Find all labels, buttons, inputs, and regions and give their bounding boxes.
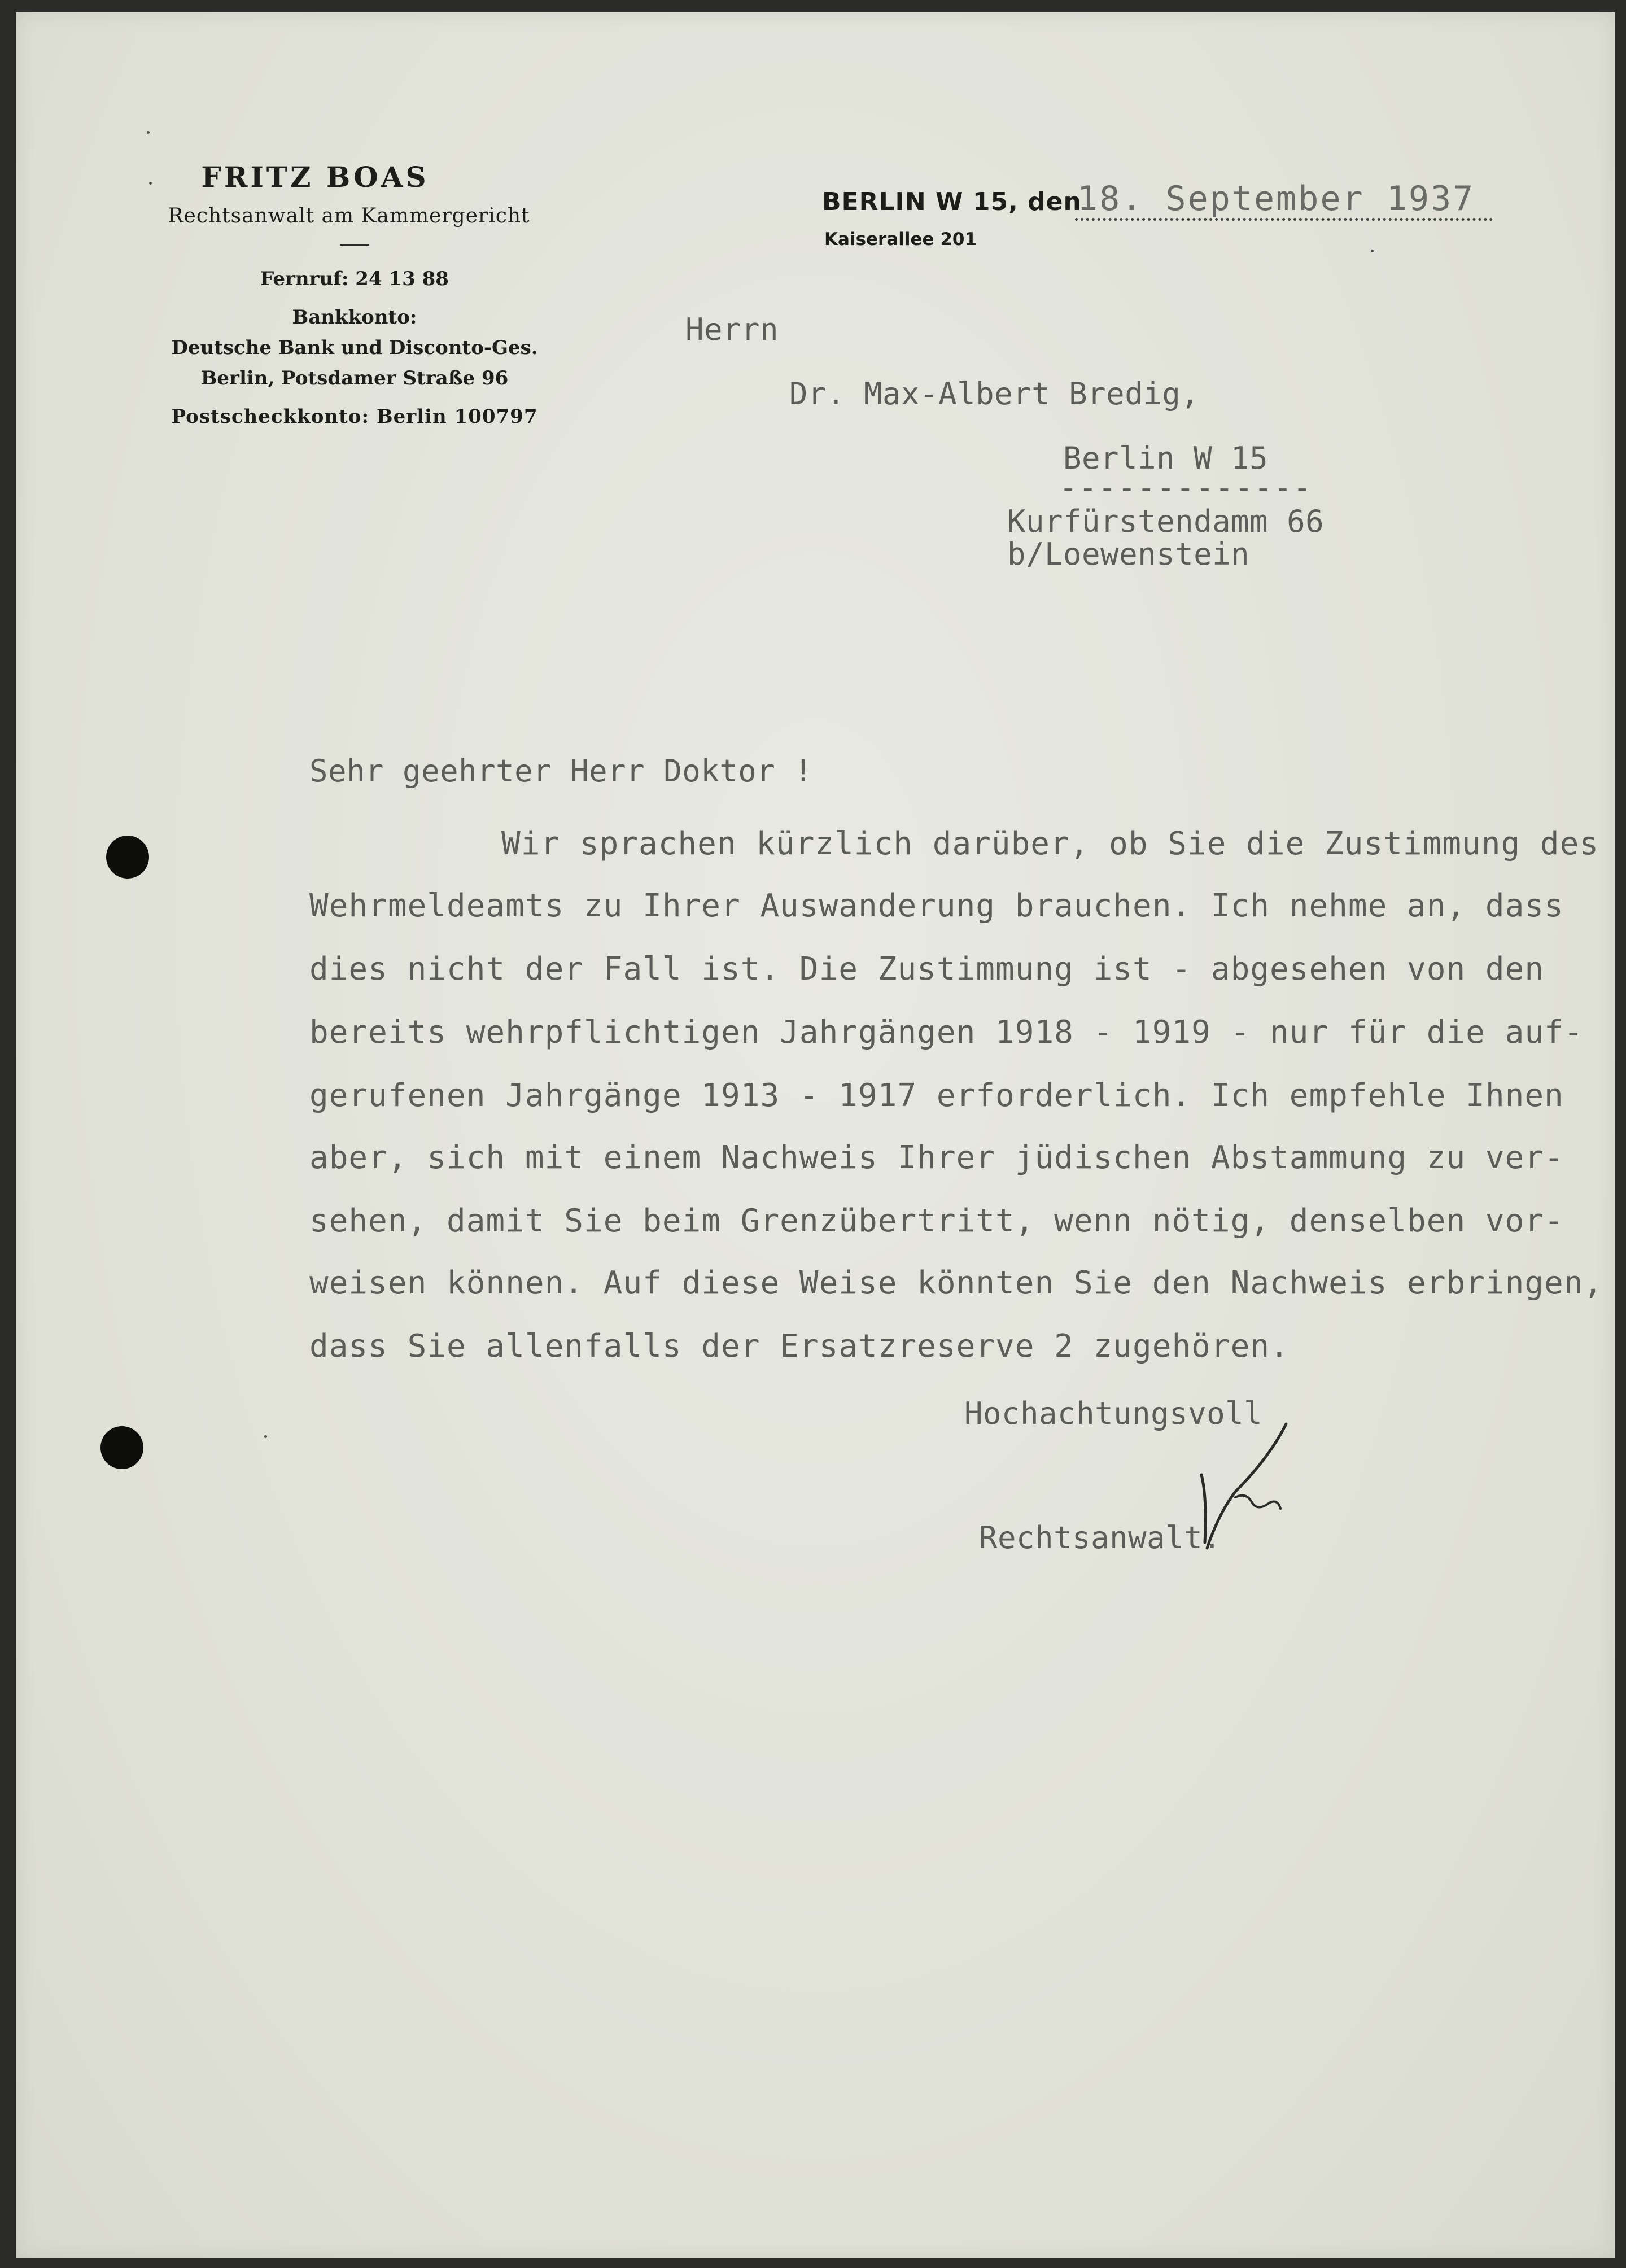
- letterhead-title: Rechtsanwalt am Kammergericht: [168, 204, 530, 228]
- paper-speck: [147, 131, 150, 134]
- body-line: dass Sie allenfalls der Ersatzreserve 2 zugehören.: [309, 1328, 1290, 1365]
- paper-speck: [1371, 250, 1374, 252]
- letterhead-bank-label: Bankkonto:: [292, 306, 417, 329]
- letter-date: 18. September 1937: [1077, 179, 1475, 219]
- punch-hole: [106, 836, 149, 879]
- paper-speck: [149, 182, 152, 185]
- letterhead-bank-address: Berlin, Potsdamer Straße 96: [200, 367, 509, 390]
- punch-hole: [100, 1426, 143, 1469]
- sender-address: Kaiserallee 201: [824, 229, 977, 250]
- paper-speck: [264, 1435, 267, 1438]
- letter-greeting: Sehr geehrter Herr Doktor !: [309, 753, 813, 789]
- letterhead-bank-name: Deutsche Bank und Disconto-Ges.: [171, 337, 538, 359]
- recipient-name: Dr. Max-Albert Bredig,: [789, 376, 1200, 412]
- recipient-city: Berlin W 15: [1063, 440, 1269, 476]
- recipient-care-of: b/Loewenstein: [1007, 536, 1250, 572]
- body-line: dies nicht der Fall ist. Die Zustimmung ist - abgesehen von den: [309, 951, 1545, 987]
- letterhead-name: FRITZ BOAS: [201, 160, 429, 194]
- letterhead-phone: Fernruf: 24 13 88: [260, 268, 449, 290]
- body-line: aber, sich mit einem Nachweis Ihrer jüdischen Abstammung zu ver-: [309, 1139, 1564, 1176]
- letterhead-divider: [340, 244, 369, 246]
- letter-closing: Hochachtungsvoll: [964, 1396, 1263, 1431]
- recipient-city-underline: -------------: [1059, 470, 1313, 505]
- body-line: sehen, damit Sie beim Grenzübertritt, wenn nötig, denselben vor-: [309, 1203, 1564, 1239]
- body-line: gerufenen Jahrgänge 1913 - 1917 erforderlich. Ich empfehle Ihnen: [309, 1077, 1564, 1114]
- body-line: weisen können. Auf diese Weise könnten Sie den Nachweis erbringen,: [309, 1265, 1603, 1301]
- recipient-street: Kurfürstendamm 66: [1007, 504, 1325, 539]
- signer-profession: Rechtsanwalt.: [979, 1520, 1222, 1555]
- place-city: BERLIN W 15, den: [822, 187, 1082, 216]
- body-line: Wehrmeldeamts zu Ihrer Auswanderung brauchen. Ich nehme an, dass: [309, 888, 1564, 924]
- body-line: bereits wehrpflichtigen Jahrgängen 1918 - 1919 - nur für die auf-: [309, 1014, 1584, 1051]
- letterhead-postscheck: Postscheckkonto: Berlin 100797: [171, 405, 538, 428]
- letter-page: [16, 12, 1615, 2258]
- recipient-salutation: Herrn: [685, 312, 779, 347]
- body-line: Wir sprachen kürzlich darüber, ob Sie die Zustimmung des: [501, 825, 1599, 862]
